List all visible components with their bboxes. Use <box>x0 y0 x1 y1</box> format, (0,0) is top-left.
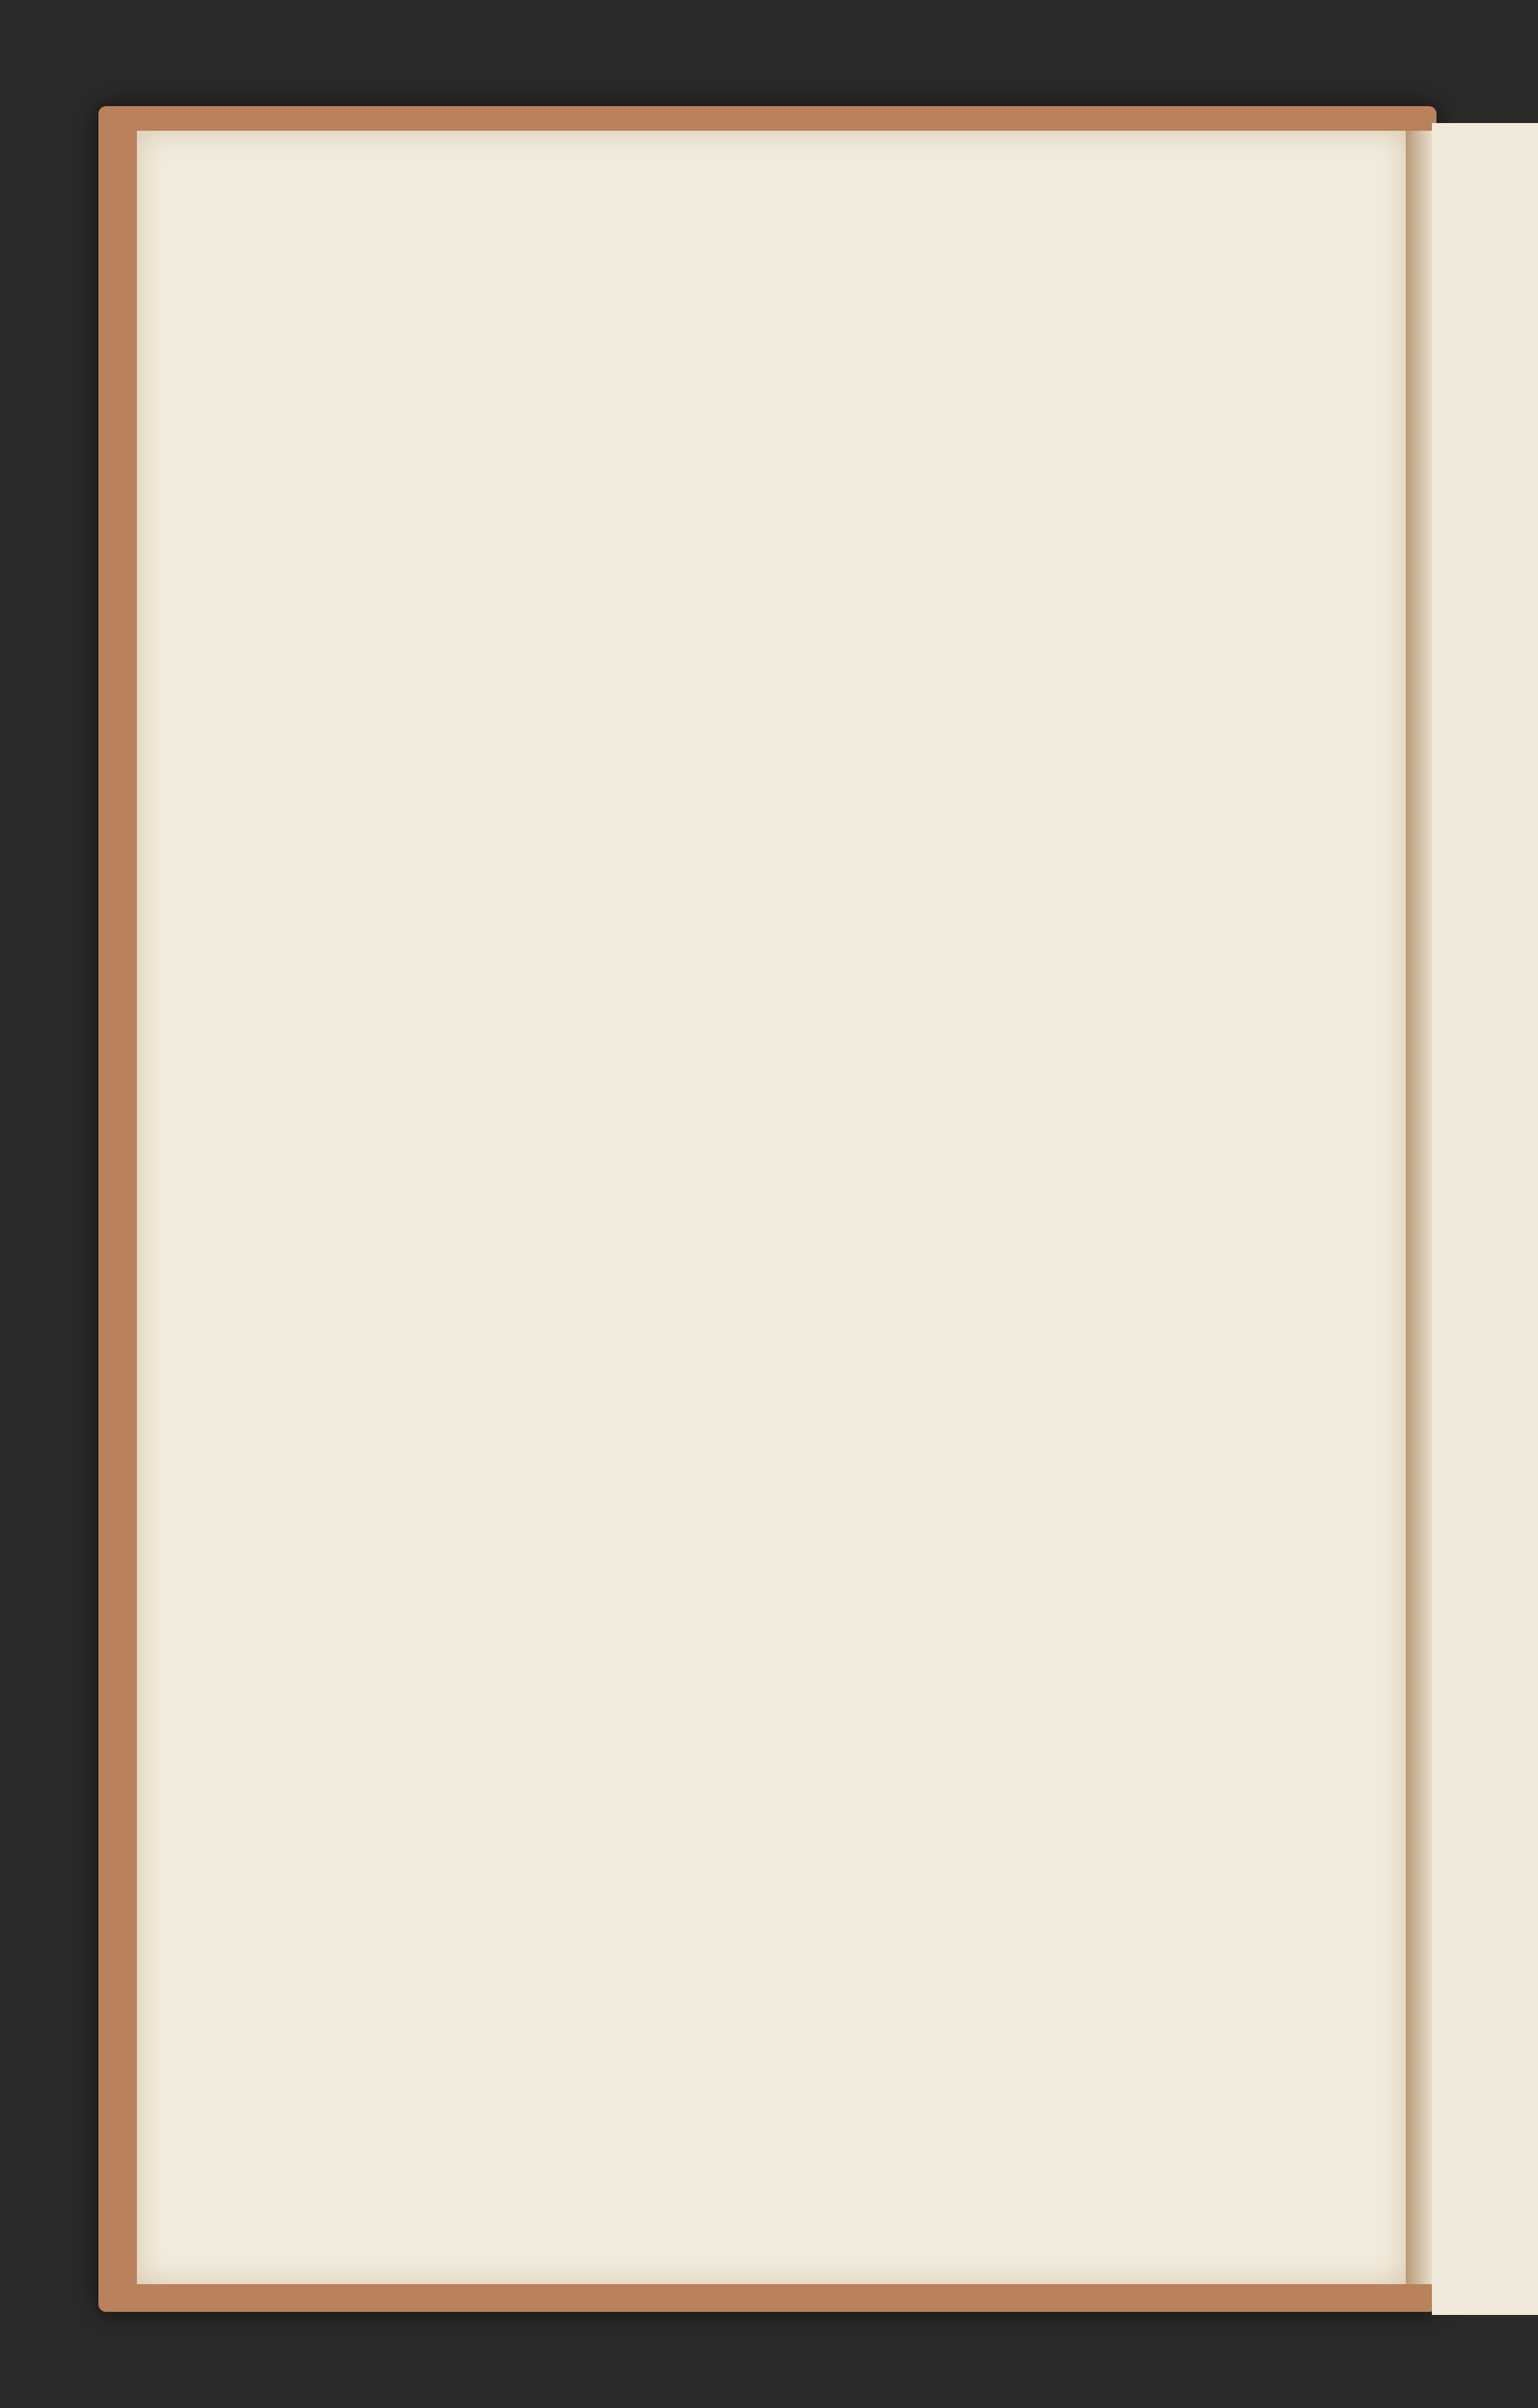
facing-page-edge <box>1432 123 1538 2315</box>
book-page <box>137 131 1406 2284</box>
